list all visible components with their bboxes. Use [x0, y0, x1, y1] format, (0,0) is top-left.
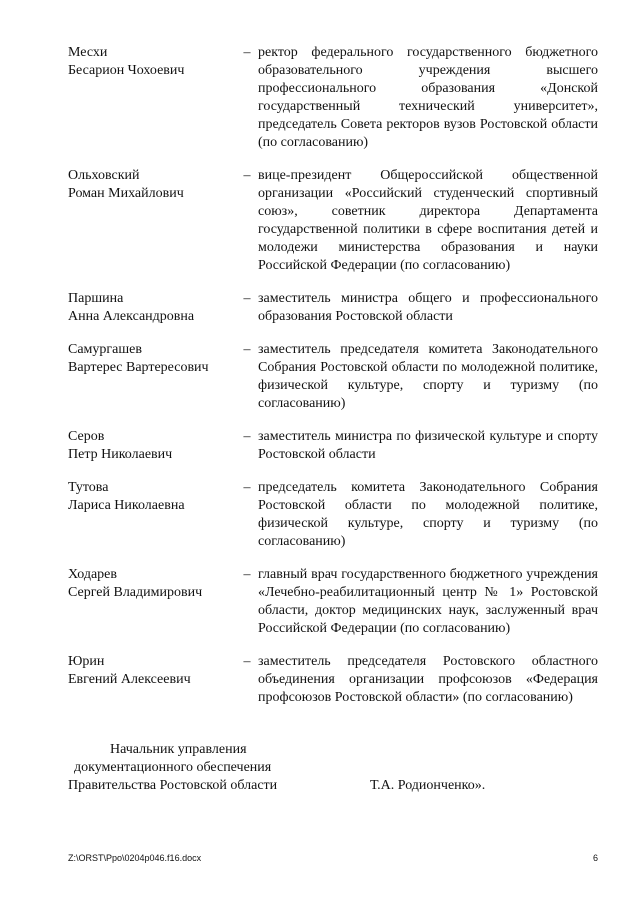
- member-surname: Паршина: [68, 291, 124, 306]
- member-role: ректор федерального государственного бюджетного образовательного учреждения высшего профессионального образования «Донской государственный технический университет», председатель Совета ректоров вузов Ростовской области (по согласованию): [258, 45, 598, 150]
- member-role: заместитель председателя комитета Законодательного Собрания Ростовской области по молодежной политике, физической культуре, спорту и туризму (по согласованию): [258, 342, 598, 411]
- member-name: [68, 479, 236, 551]
- member-name: [68, 566, 236, 638]
- member-given-names: Роман Михайлович: [68, 186, 184, 201]
- member-surname: Тутова: [68, 480, 109, 495]
- member-name: [68, 341, 236, 413]
- member-surname: Серов: [68, 429, 105, 444]
- signature-block: [68, 741, 598, 795]
- member-row: [68, 44, 598, 152]
- member-given-names: Лариса Николаевна: [68, 498, 185, 513]
- member-given-names: Вартерес Вартересович: [68, 360, 209, 375]
- member-name: [68, 428, 236, 464]
- member-dash: –: [243, 654, 251, 669]
- member-row: [68, 167, 598, 275]
- member-dash: –: [243, 480, 251, 495]
- member-row: [68, 290, 598, 326]
- member-surname: Ольховский: [68, 168, 140, 183]
- member-row: [68, 566, 598, 638]
- member-row: [68, 428, 598, 464]
- member-surname: Месхи: [68, 45, 108, 60]
- signature-title-line-3: [68, 777, 598, 795]
- member-surname: Юрин: [68, 654, 105, 669]
- member-role: председатель комитета Законодательного Собрания Ростовской области по молодежной политике, физической культуре, спорту и туризму (по согласованию): [258, 480, 598, 549]
- member-dash: –: [243, 342, 251, 357]
- member-dash: –: [243, 45, 251, 60]
- member-row: [68, 653, 598, 707]
- member-role: заместитель министра по физической культуре и спорту Ростовской области: [258, 429, 598, 462]
- member-role: заместитель министра общего и профессионального образования Ростовской области: [258, 291, 598, 324]
- member-given-names: Сергей Владимирович: [68, 585, 203, 600]
- member-given-names: Петр Николаевич: [68, 447, 173, 462]
- member-surname: Самургашев: [68, 342, 142, 357]
- member-role: заместитель председателя Ростовского областного объединения организации профсоюзов «Федерация профсоюзов Ростовской области» (по согласованию): [258, 654, 598, 705]
- member-list: [68, 44, 598, 722]
- signature-organization: Правительства Ростовской области: [68, 778, 278, 793]
- page-number: 6: [592, 853, 598, 863]
- file-path: Z:\ORST\Ppo\0204p046.f16.docx: [68, 853, 202, 863]
- signature-title-line-1: Начальник управления: [110, 742, 247, 757]
- member-row: [68, 479, 598, 551]
- member-role: вице-президент Общероссийской общественной организации «Российский студенческий спортивный союз», советник директора Департамента государственной политики в сфере воспитания детей и молодежи министерства образования и науки Российской Федерации (по согласованию): [258, 168, 598, 273]
- member-given-names: Анна Александровна: [68, 309, 195, 324]
- member-dash: –: [243, 168, 251, 183]
- member-row: [68, 341, 598, 413]
- member-name: [68, 653, 236, 707]
- page-footer: [68, 852, 598, 864]
- member-dash: –: [243, 429, 251, 444]
- member-name: [68, 44, 236, 152]
- member-name: [68, 290, 236, 326]
- member-dash: –: [243, 291, 251, 306]
- member-role: главный врач государственного бюджетного учреждения «Лечебно-реабилитационный центр № 1» Ростовской области, доктор медицинских наук, заслуженный врач Российской Федерации (по согласованию): [258, 567, 598, 636]
- signature-title-line-2: документационного обеспечения: [74, 760, 272, 775]
- signer-name: Т.А. Родионченко».: [370, 778, 486, 793]
- member-given-names: Евгений Алексеевич: [68, 672, 191, 687]
- member-name: [68, 167, 236, 275]
- member-given-names: Бесарион Чохоевич: [68, 63, 185, 78]
- member-surname: Ходарев: [68, 567, 117, 582]
- member-dash: –: [243, 567, 251, 582]
